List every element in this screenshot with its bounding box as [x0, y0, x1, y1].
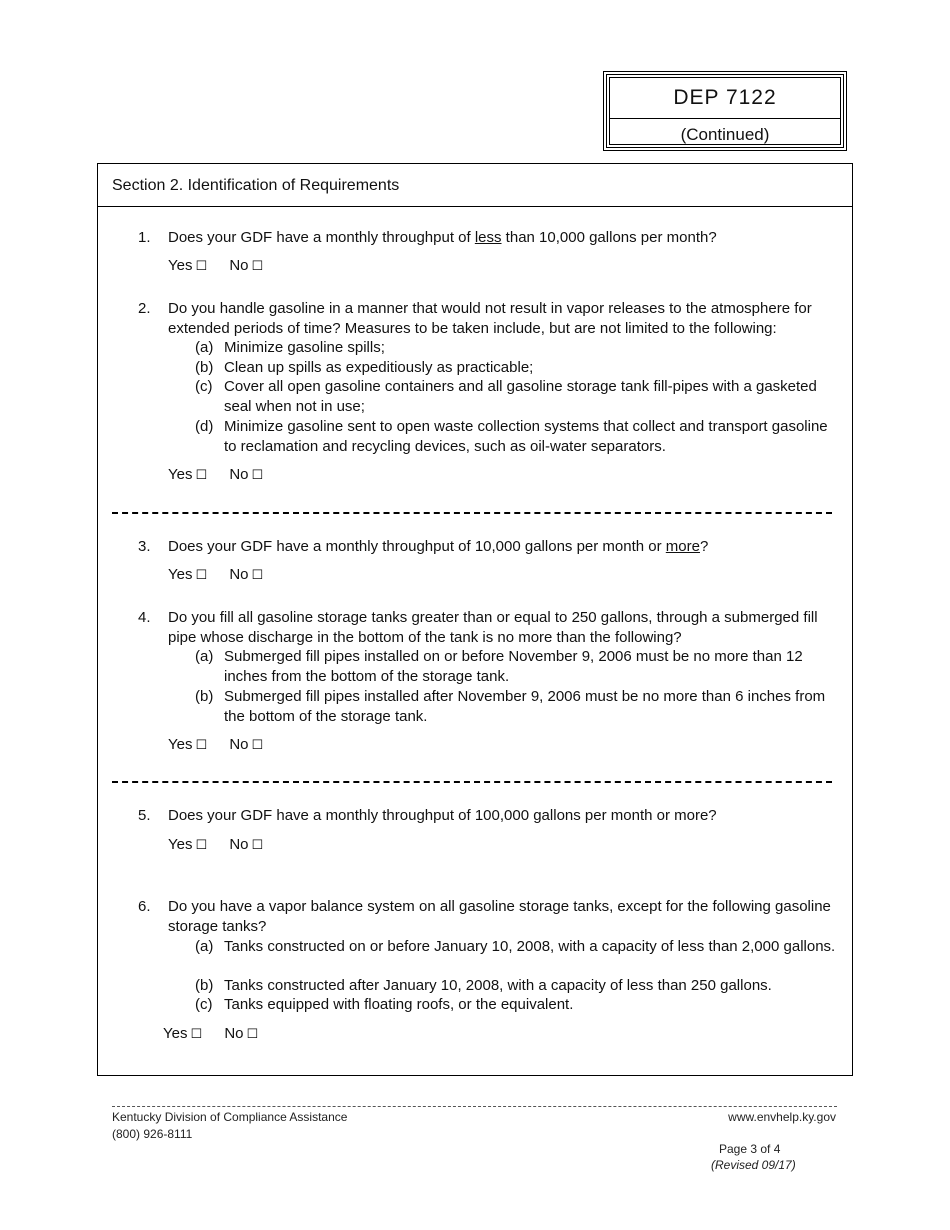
checkbox-icon[interactable]: ☐ — [251, 259, 264, 274]
checkbox-icon[interactable]: ☐ — [251, 738, 264, 753]
yes-option[interactable]: Yes ☐ — [168, 257, 208, 274]
question-emphasis: less — [474, 229, 502, 246]
no-option[interactable]: No ☐ — [229, 736, 264, 753]
checkbox-icon[interactable]: ☐ — [251, 838, 264, 853]
no-option[interactable]: No ☐ — [224, 1025, 259, 1042]
question-number: 1. — [138, 229, 151, 246]
yes-option[interactable]: Yes ☐ — [168, 466, 208, 483]
checkbox-icon[interactable]: ☐ — [195, 259, 208, 274]
question-number: 2. — [138, 300, 151, 317]
section-2-box: Section 2. Identification of Requirements 1. Does your GDF have a monthly throughput of less than 10,000 gallons per month? Yes ☐ No ☐ 2. Do you handle gasoline in a manner that would not result in vapor releases to the atmosphere for extended periods of time? Measures to be taken include, but are not limited to the following: (a) Minimize gasoline spills; (b) Clean up spills as expeditiously as practicable; (c) Cover all open gasoline containers and all gasoline storage tank fill-pipes with a gasketed seal when not in use; (d) Minimize gasoline sent to open waste collection systems that collect and transport gasoline to reclamation and recycling devices, such as oil-water separators. Yes ☐ No ☐ 3. Does your GDF have a monthly throughput of 10,000 gallons per month or more? Yes ☐ No ☐ 4. Do you fill all gasoline storage tanks greater than or equal to 250 gallons, through a submerged fill pipe whose discharge in the bottom of the tank is no more than the following? (a) Submerged fill pipes installed on or before November 9, 2006 must be no more than 12 inches from the bottom of the storage tank. (b) Submerged fill pipes installed after November 9, 2006 must be no more than 6 inches from the bottom of the storage tank. Yes ☐ No ☐ 5. Does your GDF have a monthly throughput of 100,000 gallons per month or more? Yes ☐ No ☐ 6. Do you have a vapor balance system on all gasoline storage tanks, except for the following gasoline storage tanks? (a) Tanks constructed on or before January 10, 2008, with a capacity of less than 2,000 gallons. (b) Tanks constructed after January 10, 2008, with a capacity of less than 250 gallons. (c) Tanks equipped with floating roofs, or the equivalent. Yes ☐ No ☐ — [97, 163, 853, 1076]
no-option[interactable]: No ☐ — [229, 257, 264, 274]
answer-6 — [163, 1025, 258, 1042]
question-number: 3. — [138, 538, 151, 555]
question-emphasis: more — [665, 538, 700, 555]
yes-option[interactable]: Yes ☐ — [163, 1025, 203, 1042]
footer-website: www.envhelp.ky.gov — [728, 1110, 836, 1124]
footer-divider — [112, 1106, 837, 1107]
answer-4 — [168, 736, 263, 753]
question-text: Do you handle gasoline in a manner that would not result in vapor releases to the atmosphere for extended periods of time? Measures to be taken include, but are not limited to the following: — [168, 300, 812, 337]
question-text: Do you fill all gasoline storage tanks greater than or equal to 250 gallons, through a submerged fill pipe whose discharge in the bottom of the tank is no more than the following? — [168, 609, 818, 646]
form-continued-label: (Continued) — [680, 125, 770, 144]
no-option[interactable]: No ☐ — [229, 836, 264, 853]
yes-option[interactable]: Yes ☐ — [168, 836, 208, 853]
answer-2 — [168, 466, 263, 483]
yes-option[interactable]: Yes ☐ — [168, 736, 208, 753]
section-title: Section 2. Identification of Requirements — [98, 164, 852, 207]
checkbox-icon[interactable]: ☐ — [195, 468, 208, 483]
checkbox-icon[interactable]: ☐ — [195, 838, 208, 853]
answer-3 — [168, 566, 263, 583]
checkbox-icon[interactable]: ☐ — [251, 468, 264, 483]
checkbox-icon[interactable]: ☐ — [246, 1027, 259, 1042]
answer-1 — [168, 257, 263, 274]
dashed-divider — [112, 781, 832, 783]
page-number: Page 3 of 4 — [719, 1142, 781, 1156]
form-number-box — [603, 71, 847, 151]
no-option[interactable]: No ☐ — [229, 466, 264, 483]
footer-org: Kentucky Division of Compliance Assistance — [112, 1110, 348, 1124]
question-text-end: than 10,000 gallons per month? — [501, 229, 717, 246]
question-text: Does your GDF have a monthly throughput of 10,000 gallons per month or — [168, 538, 666, 555]
question-number: 4. — [138, 609, 151, 626]
answer-5 — [168, 836, 263, 853]
revision-date: (Revised 09/17) — [711, 1158, 796, 1172]
form-number: DEP 7122 — [610, 78, 840, 119]
checkbox-icon[interactable]: ☐ — [195, 738, 208, 753]
checkbox-icon[interactable]: ☐ — [190, 1027, 203, 1042]
question-text-end: ? — [699, 538, 709, 555]
checkbox-icon[interactable]: ☐ — [251, 568, 264, 583]
question-number: 6. — [138, 898, 151, 915]
question-text: Does your GDF have a monthly throughput of 100,000 gallons per month or more? — [168, 807, 717, 824]
footer-phone: (800) 926-8111 — [112, 1127, 193, 1141]
question-text: Do you have a vapor balance system on all gasoline storage tanks, except for the following gasoline storage tanks? — [168, 898, 831, 935]
question-number: 5. — [138, 807, 151, 824]
yes-option[interactable]: Yes ☐ — [168, 566, 208, 583]
question-text: Does your GDF have a monthly throughput of — [168, 229, 475, 246]
dashed-divider — [112, 512, 832, 514]
checkbox-icon[interactable]: ☐ — [195, 568, 208, 583]
no-option[interactable]: No ☐ — [229, 566, 264, 583]
